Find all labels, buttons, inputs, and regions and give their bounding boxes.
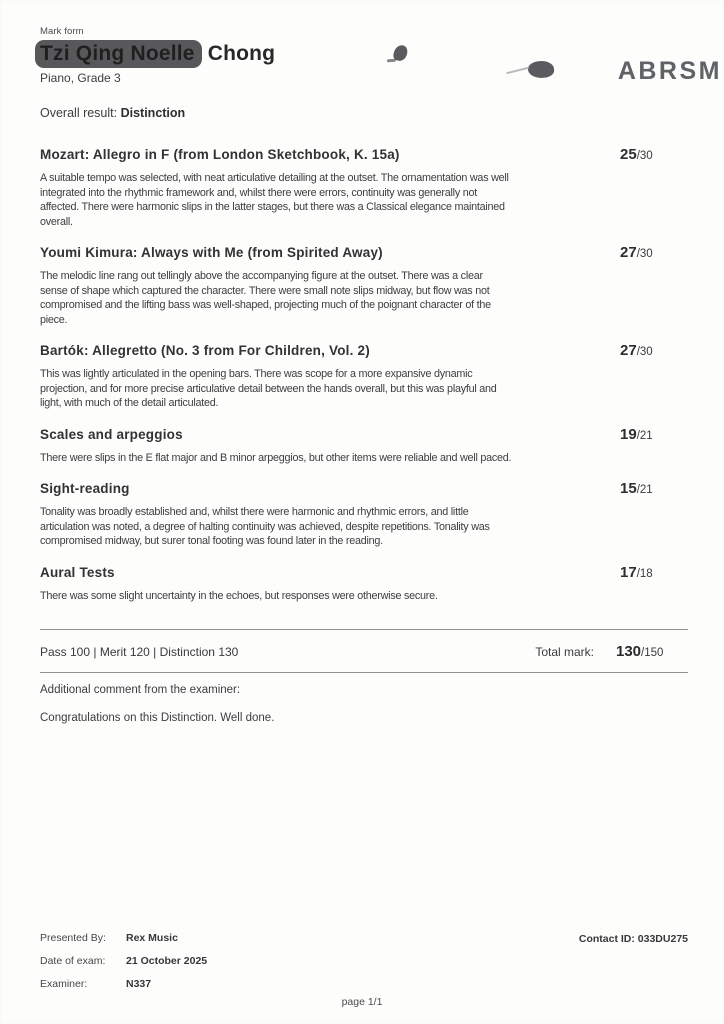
overall-result-label: Overall result: bbox=[40, 106, 118, 120]
total-mark-label: Total mark: bbox=[535, 645, 594, 659]
section-head bbox=[40, 342, 688, 359]
totals bbox=[40, 629, 688, 673]
mark-out-of: /18 bbox=[636, 567, 653, 580]
mark-out-of: /30 bbox=[636, 248, 653, 260]
section-aural-tests bbox=[40, 564, 688, 604]
total-mark-row bbox=[40, 630, 688, 672]
section-mark bbox=[620, 426, 688, 443]
mark-out-of: /30 bbox=[636, 150, 653, 162]
additional-comment-label: Additional comment from the examiner: bbox=[40, 684, 241, 696]
mark-value: 17 bbox=[620, 563, 637, 581]
overall-result bbox=[40, 106, 688, 120]
marked-sections bbox=[40, 146, 688, 618]
divider-bottom bbox=[40, 672, 688, 673]
section-title: Scales and arpeggios bbox=[40, 426, 183, 442]
section-head bbox=[40, 244, 688, 261]
mark-value: 27 bbox=[620, 342, 637, 359]
section-piece-2 bbox=[40, 244, 688, 327]
candidate-name-visible: Chong bbox=[207, 42, 276, 65]
section-head bbox=[40, 480, 688, 497]
header bbox=[40, 26, 688, 120]
mark-out-of: /30 bbox=[636, 346, 653, 358]
footer-row-examiner bbox=[40, 978, 688, 990]
total-mark-out-of: /150 bbox=[641, 647, 664, 659]
examiner-label: Examiner: bbox=[40, 978, 88, 990]
piece-title: Mozart: Allegro in F (from London Sketchbook, K. 15a) bbox=[40, 147, 400, 162]
piece-mark bbox=[620, 146, 688, 163]
mark-value: 27 bbox=[620, 244, 637, 261]
section-head bbox=[40, 564, 688, 581]
candidate-name-redacted: Tzi Qing Noelle bbox=[35, 40, 202, 68]
exam-date-value: 21 October 2025 bbox=[126, 955, 208, 967]
total-mark bbox=[616, 643, 688, 660]
examiner-comment: There were slips in the E flat major and B minor arpeggios, but other items were reliable and well paced. bbox=[40, 451, 512, 464]
section-head bbox=[40, 426, 688, 443]
candidate-name bbox=[40, 40, 688, 67]
abrsm-logo: ABRSM bbox=[617, 57, 722, 85]
piece-mark bbox=[620, 244, 688, 261]
additional-comment-text: Congratulations on this Distinction. Well done. bbox=[40, 712, 275, 724]
presented-by-label: Presented By: bbox=[40, 932, 106, 944]
mark-value: 25 bbox=[620, 146, 637, 163]
examiner-value: N337 bbox=[126, 978, 152, 990]
examiner-comment: Tonality was broadly established and, whilst there were harmonic and rhythmic errors, and little articulation was noted, a degree of halting continuity was achieved, despite repetitions. Tonality was compromised midway, but surer tonal footing was found later in the reading. bbox=[40, 506, 490, 547]
total-mark-value: 130 bbox=[616, 643, 642, 660]
mark-out-of: /21 bbox=[636, 484, 653, 496]
section-sight-reading bbox=[40, 480, 688, 549]
examiner-comment: There was some slight uncertainty in the echoes, but responses were otherwise secure. bbox=[40, 589, 438, 602]
mark-value: 15 bbox=[620, 480, 637, 497]
overall-result-value: Distinction bbox=[120, 106, 186, 120]
presented-by-value: Rex Music bbox=[126, 932, 178, 944]
page-number: page 1/1 bbox=[341, 996, 383, 1008]
section-mark bbox=[620, 564, 688, 581]
section-mark bbox=[620, 480, 688, 497]
grade-thresholds: Pass 100 | Merit 120 | Distinction 130 bbox=[40, 645, 239, 659]
footer bbox=[40, 932, 688, 1001]
exam-date-label: Date of exam: bbox=[40, 955, 106, 967]
form-type-label: Mark form bbox=[40, 26, 84, 37]
section-head bbox=[40, 146, 688, 163]
footer-row-exam-date bbox=[40, 955, 688, 967]
contact-id: Contact ID: 033DU275 bbox=[578, 933, 688, 945]
piece-title: Bartók: Allegretto (No. 3 from For Children, Vol. 2) bbox=[40, 343, 370, 358]
subject-grade: Piano, Grade 3 bbox=[40, 71, 121, 85]
mark-value: 19 bbox=[620, 425, 637, 443]
examiner-comment: A suitable tempo was selected, with neat articulative detailing at the outset. The ornamentation was well integrated into the rhythmic framework and, whilst there were errors, continuity was generally not affected. There were harmonic slips in the latter stages, but there was a Classical elegance maintained overall. bbox=[40, 172, 509, 228]
section-piece-3 bbox=[40, 342, 688, 411]
section-title: Aural Tests bbox=[40, 564, 115, 580]
additional-comment bbox=[40, 684, 688, 724]
section-title: Sight-reading bbox=[40, 481, 130, 496]
mark-out-of: /21 bbox=[636, 429, 653, 442]
section-piece-1 bbox=[40, 146, 688, 229]
piece-title: Youmi Kimura: Always with Me (from Spirited Away) bbox=[40, 245, 383, 260]
examiner-comment: This was lightly articulated in the opening bars. There was scope for a more expansive dynamic projection, and for more precise articulative detail between the hands overall, but this was playful and light, with much of the detail articulated. bbox=[40, 368, 497, 409]
piece-mark bbox=[620, 342, 688, 359]
section-scales bbox=[40, 426, 688, 466]
examiner-comment: The melodic line rang out tellingly above the accompanying figure at the outset. There was a clear sense of shape which captured the character. There were small note slips midway, but flow was not compromised and the lifting bass was well-shaped, projecting much of the poignant character of the piece. bbox=[40, 270, 491, 326]
